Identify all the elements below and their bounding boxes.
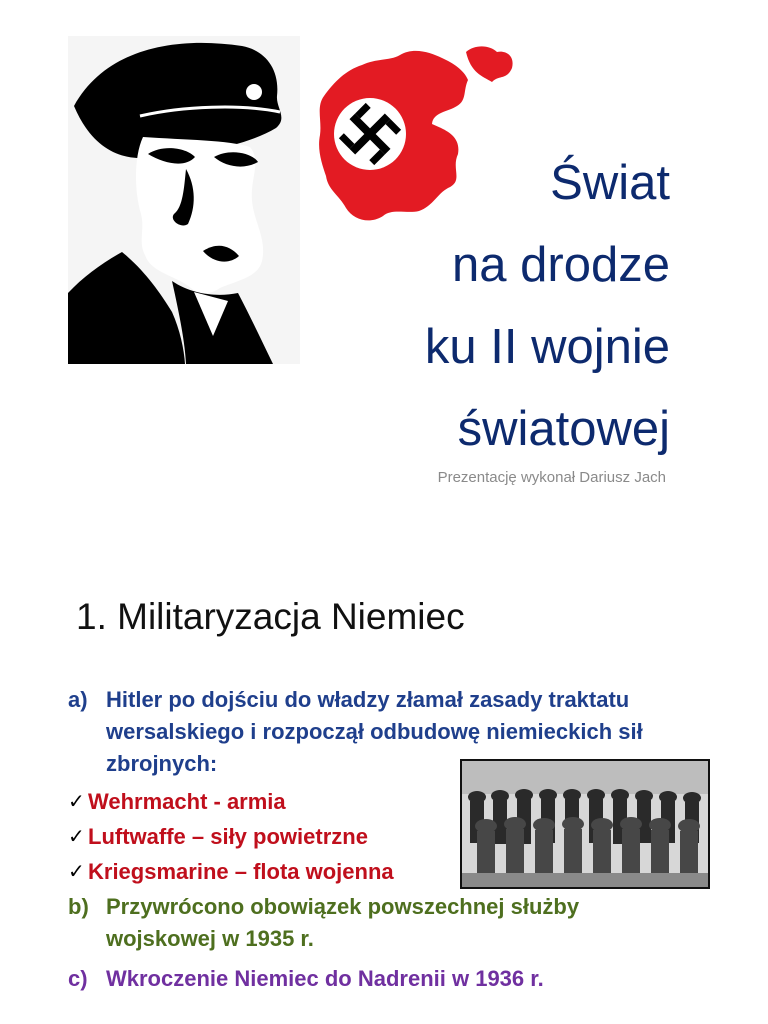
- list-text-a: Hitler po dojściu do władzy złamał zasady traktatu wersalskiego i rozpoczął odbudowę niemieckich sił zbrojnych:: [106, 687, 643, 776]
- list-marker-c: c): [68, 966, 88, 991]
- check-icon: ✓: [68, 860, 85, 883]
- content-slide: [0, 560, 768, 1024]
- portrait-drawing: [68, 36, 300, 364]
- section-heading: 1. Militaryzacja Niemiec: [76, 596, 465, 637]
- portrait-silhouette-image: [68, 36, 300, 364]
- list-text-c: Wkroczenie Niemiec do Nadrenii w 1936 r.: [106, 966, 544, 991]
- parade-photo: [460, 759, 710, 889]
- title-slide-heading: [425, 142, 670, 470]
- title-line-4: światowej: [457, 402, 670, 456]
- list-marker-b: b): [68, 894, 89, 919]
- parade-photo-drawing: [462, 761, 708, 887]
- list-text-b: Przywrócono obowiązek powszechnej służby wojskowej w 1935 r.: [106, 894, 580, 951]
- check-icon: ✓: [68, 825, 85, 848]
- title-line-2: na drodze: [452, 238, 670, 292]
- title-line-1: Świat: [550, 156, 670, 210]
- list-marker-a: a): [68, 687, 88, 712]
- check-icon: ✓: [68, 790, 85, 813]
- subtitle-author: Prezentację wykonał Dariusz Jach: [437, 469, 666, 486]
- check-text-luftwaffe: Luftwaffe – siły powietrzne: [88, 823, 368, 849]
- list-item-c: [68, 963, 688, 995]
- check-text-wehrmacht: Wehrmacht - armia: [88, 788, 286, 814]
- title-line-3: ku II wojnie: [424, 320, 670, 374]
- list-item-b: [68, 891, 688, 955]
- check-text-kriegsmarine: Kriegsmarine – flota wojenna: [88, 858, 394, 884]
